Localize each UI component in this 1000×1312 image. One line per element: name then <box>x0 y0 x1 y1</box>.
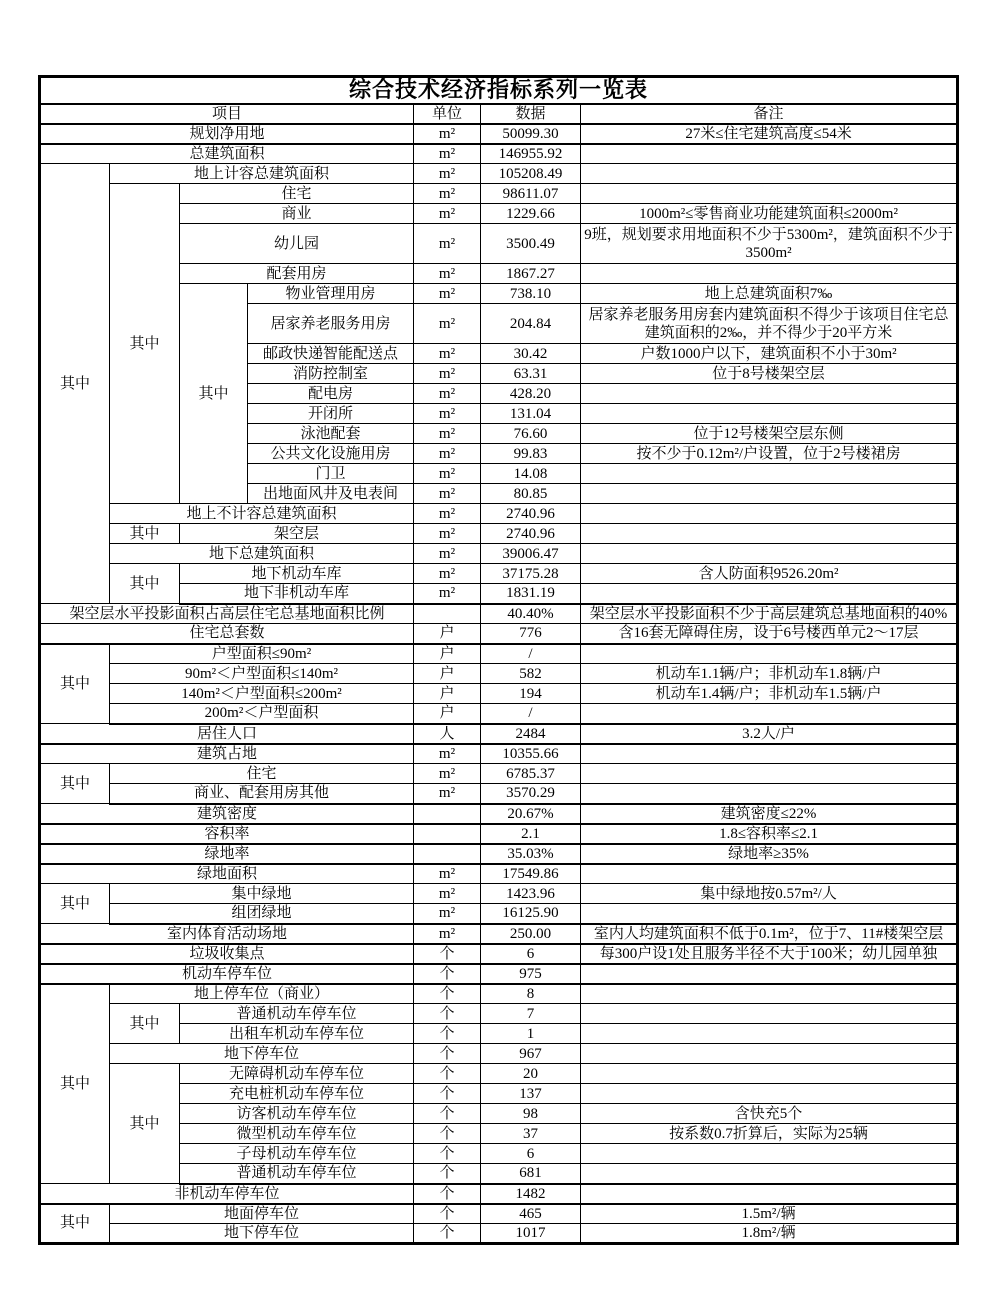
value-cell: 16125.90 <box>481 904 581 924</box>
value-cell: 194 <box>481 684 581 704</box>
table-row <box>40 544 958 564</box>
header-value: 数据 <box>481 104 581 124</box>
zhong-cell: 其中 <box>110 564 180 604</box>
table-row <box>40 1184 958 1204</box>
item-cell: 商业、配套用房其他 <box>110 784 414 804</box>
unit-cell: m² <box>414 224 481 264</box>
table-body <box>40 124 958 1244</box>
value-cell: 2.1 <box>481 824 581 844</box>
remark-cell: 机动车1.4辆/户；非机动车1.5辆/户 <box>581 684 958 704</box>
remark-cell <box>581 904 958 924</box>
value-cell: 98611.07 <box>481 184 581 204</box>
header-unit: 单位 <box>414 104 481 124</box>
unit-cell: 个 <box>414 1064 481 1084</box>
value-cell: 1831.19 <box>481 584 581 604</box>
title-row <box>40 77 958 104</box>
value-cell: 30.42 <box>481 344 581 364</box>
remark-cell: 室内人均建筑面积不低于0.1m²，位于7、11#楼架空层 <box>581 924 958 944</box>
unit-cell: m² <box>414 924 481 944</box>
value-cell: 204.84 <box>481 304 581 344</box>
unit-cell: m² <box>414 464 481 484</box>
remark-cell <box>581 1024 958 1044</box>
unit-cell: m² <box>414 164 481 184</box>
unit-cell: 个 <box>414 1204 481 1224</box>
unit-cell: m² <box>414 884 481 904</box>
table-row <box>40 564 958 584</box>
value-cell: 1867.27 <box>481 264 581 284</box>
item-cell: 地上计容总建筑面积 <box>110 164 414 184</box>
remark-cell <box>581 1144 958 1164</box>
table-row <box>40 944 958 964</box>
remark-cell <box>581 744 958 764</box>
remark-cell: 绿地率≥35% <box>581 844 958 864</box>
table-row <box>40 524 958 544</box>
zhong-cell: 其中 <box>40 644 110 724</box>
value-cell: 80.85 <box>481 484 581 504</box>
value-cell: 2740.96 <box>481 504 581 524</box>
value-cell: 131.04 <box>481 404 581 424</box>
value-cell: 1482 <box>481 1184 581 1204</box>
value-cell: 98 <box>481 1104 581 1124</box>
remark-cell: 1.5m²/辆 <box>581 1204 958 1224</box>
unit-cell: m² <box>414 764 481 784</box>
unit-cell: 户 <box>414 684 481 704</box>
remark-cell: 3.2人/户 <box>581 724 958 744</box>
item-cell: 组团绿地 <box>110 904 414 924</box>
value-cell: 20 <box>481 1064 581 1084</box>
unit-cell: m² <box>414 284 481 304</box>
item-cell: 无障碍机动车停车位 <box>180 1064 414 1084</box>
unit-cell: m² <box>414 864 481 884</box>
unit-cell: m² <box>414 564 481 584</box>
remark-cell <box>581 764 958 784</box>
zhong-cell: 其中 <box>40 764 110 804</box>
table-row <box>40 844 958 864</box>
value-cell: 40.40% <box>481 604 581 624</box>
item-cell: 地下停车位 <box>110 1044 414 1064</box>
value-cell: 10355.66 <box>481 744 581 764</box>
remark-cell: 集中绿地按0.57m²/人 <box>581 884 958 904</box>
item-cell: 商业 <box>180 204 414 224</box>
value-cell: / <box>481 644 581 664</box>
item-cell: 地下总建筑面积 <box>110 544 414 564</box>
table-row <box>40 1204 958 1224</box>
remark-cell <box>581 584 958 604</box>
zhong-cell: 其中 <box>110 184 180 504</box>
value-cell: 37175.28 <box>481 564 581 584</box>
unit-cell: 户 <box>414 624 481 644</box>
item-cell: 规划净用地 <box>40 124 414 144</box>
remark-cell: 位于12号楼架空层东侧 <box>581 424 958 444</box>
table-row <box>40 884 958 904</box>
table-row <box>40 684 958 704</box>
table-row <box>40 784 958 804</box>
value-cell: / <box>481 704 581 724</box>
table-row <box>40 984 958 1004</box>
item-cell: 幼儿园 <box>180 224 414 264</box>
item-cell: 非机动车停车位 <box>40 1184 414 1204</box>
item-cell: 公共文化设施用房 <box>248 444 414 464</box>
table-row <box>40 824 958 844</box>
unit-cell: m² <box>414 184 481 204</box>
remark-cell: 9班，规划要求用地面积不少于5300m²，建筑面积不少于3500m² <box>581 224 958 264</box>
unit-cell: m² <box>414 344 481 364</box>
remark-cell <box>581 704 958 724</box>
unit-cell: 户 <box>414 664 481 684</box>
value-cell: 465 <box>481 1204 581 1224</box>
table-row <box>40 184 958 204</box>
unit-cell: 个 <box>414 1164 481 1184</box>
unit-cell: m² <box>414 524 481 544</box>
value-cell: 3500.49 <box>481 224 581 264</box>
table-row <box>40 144 958 164</box>
value-cell: 2740.96 <box>481 524 581 544</box>
remark-cell: 户数1000户以下，建筑面积不小于30m² <box>581 344 958 364</box>
item-cell: 住宅 <box>110 764 414 784</box>
item-cell: 普通机动车停车位 <box>180 1164 414 1184</box>
value-cell: 250.00 <box>481 924 581 944</box>
value-cell: 39006.47 <box>481 544 581 564</box>
unit-cell: 个 <box>414 1084 481 1104</box>
unit-cell: 人 <box>414 724 481 744</box>
table-title: 综合技术经济指标系列一览表 <box>40 77 958 104</box>
unit-cell: m² <box>414 144 481 164</box>
value-cell: 738.10 <box>481 284 581 304</box>
remark-cell <box>581 144 958 164</box>
unit-cell <box>414 824 481 844</box>
zhong-cell: 其中 <box>40 984 110 1184</box>
remark-cell <box>581 184 958 204</box>
table-row <box>40 1064 958 1084</box>
item-cell: 地下非机动车库 <box>180 584 414 604</box>
unit-cell: m² <box>414 304 481 344</box>
value-cell: 1017 <box>481 1224 581 1244</box>
table-row <box>40 124 958 144</box>
unit-cell: m² <box>414 584 481 604</box>
item-cell: 架空层 <box>180 524 414 544</box>
value-cell: 99.83 <box>481 444 581 464</box>
table-row <box>40 744 958 764</box>
value-cell: 1423.96 <box>481 884 581 904</box>
zhong-cell: 其中 <box>40 1204 110 1244</box>
zhong-cell: 其中 <box>180 284 248 504</box>
unit-cell: m² <box>414 364 481 384</box>
value-cell: 681 <box>481 1164 581 1184</box>
item-cell: 居住人口 <box>40 724 414 744</box>
table-row <box>40 624 958 644</box>
remark-cell <box>581 1004 958 1024</box>
remark-cell <box>581 964 958 984</box>
unit-cell <box>414 604 481 624</box>
remark-cell <box>581 524 958 544</box>
value-cell: 3570.29 <box>481 784 581 804</box>
remark-cell <box>581 484 958 504</box>
value-cell: 50099.30 <box>481 124 581 144</box>
unit-cell: m² <box>414 264 481 284</box>
remark-cell: 每300户设1处且服务半径不大于100米；幼儿园单独 <box>581 944 958 964</box>
item-cell: 消防控制室 <box>248 364 414 384</box>
unit-cell: m² <box>414 384 481 404</box>
unit-cell: 个 <box>414 1144 481 1164</box>
remark-cell: 机动车1.1辆/户；非机动车1.8辆/户 <box>581 664 958 684</box>
value-cell: 14.08 <box>481 464 581 484</box>
value-cell: 6 <box>481 944 581 964</box>
remark-cell <box>581 984 958 1004</box>
remark-cell <box>581 544 958 564</box>
remark-cell: 1000m²≤零售商业功能建筑面积≤2000m² <box>581 204 958 224</box>
table-row <box>40 724 958 744</box>
remark-cell <box>581 1064 958 1084</box>
item-cell: 架空层水平投影面积占高层住宅总基地面积比例 <box>40 604 414 624</box>
table-row <box>40 904 958 924</box>
remark-cell <box>581 1084 958 1104</box>
item-cell: 地上不计容总建筑面积 <box>110 504 414 524</box>
item-cell: 建筑密度 <box>40 804 414 824</box>
remark-cell <box>581 1164 958 1184</box>
unit-cell: 户 <box>414 644 481 664</box>
value-cell: 20.67% <box>481 804 581 824</box>
unit-cell: 户 <box>414 704 481 724</box>
unit-cell: 个 <box>414 1184 481 1204</box>
unit-cell: m² <box>414 124 481 144</box>
remark-cell <box>581 644 958 664</box>
remark-cell: 1.8m²/辆 <box>581 1224 958 1244</box>
item-cell: 地下机动车库 <box>180 564 414 584</box>
value-cell: 137 <box>481 1084 581 1104</box>
item-cell: 泳池配套 <box>248 424 414 444</box>
remark-cell: 按系数0.7折算后，实际为25辆 <box>581 1124 958 1144</box>
value-cell: 7 <box>481 1004 581 1024</box>
table-row <box>40 864 958 884</box>
value-cell: 1229.66 <box>481 204 581 224</box>
table-row <box>40 924 958 944</box>
table-row <box>40 804 958 824</box>
item-cell: 地上停车位（商业） <box>110 984 414 1004</box>
value-cell: 17549.86 <box>481 864 581 884</box>
value-cell: 6 <box>481 1144 581 1164</box>
zhong-cell: 其中 <box>40 884 110 924</box>
item-cell: 物业管理用房 <box>248 284 414 304</box>
item-cell: 配电房 <box>248 384 414 404</box>
remark-cell: 架空层水平投影面积不少于高层建筑总基地面积的40% <box>581 604 958 624</box>
item-cell: 住宅 <box>180 184 414 204</box>
item-cell: 出地面风井及电表间 <box>248 484 414 504</box>
item-cell: 邮政快递智能配送点 <box>248 344 414 364</box>
remark-cell <box>581 864 958 884</box>
unit-cell: 个 <box>414 984 481 1004</box>
item-cell: 普通机动车停车位 <box>180 1004 414 1024</box>
item-cell: 140m²＜户型面积≤200m² <box>110 684 414 704</box>
remark-cell: 含快充5个 <box>581 1104 958 1124</box>
value-cell: 582 <box>481 664 581 684</box>
item-cell: 居家养老服务用房 <box>248 304 414 344</box>
unit-cell: m² <box>414 484 481 504</box>
unit-cell: m² <box>414 744 481 764</box>
value-cell: 105208.49 <box>481 164 581 184</box>
item-cell: 地下停车位 <box>110 1224 414 1244</box>
value-cell: 776 <box>481 624 581 644</box>
table-row <box>40 1224 958 1244</box>
unit-cell: m² <box>414 544 481 564</box>
zhong-cell: 其中 <box>110 1004 180 1044</box>
unit-cell: m² <box>414 504 481 524</box>
value-cell: 146955.92 <box>481 144 581 164</box>
item-cell: 绿地率 <box>40 844 414 864</box>
zhong-cell: 其中 <box>40 164 110 604</box>
value-cell: 1 <box>481 1024 581 1044</box>
unit-cell: 个 <box>414 1044 481 1064</box>
item-cell: 容积率 <box>40 824 414 844</box>
item-cell: 200m²＜户型面积 <box>110 704 414 724</box>
item-cell: 绿地面积 <box>40 864 414 884</box>
item-cell: 户型面积≤90m² <box>110 644 414 664</box>
indicator-table <box>38 75 959 1245</box>
remark-cell <box>581 1044 958 1064</box>
value-cell: 975 <box>481 964 581 984</box>
item-cell: 充电桩机动车停车位 <box>180 1084 414 1104</box>
table-row <box>40 764 958 784</box>
remark-cell: 按不少于0.12m²/户设置，位于2号楼裙房 <box>581 444 958 464</box>
unit-cell: 个 <box>414 1124 481 1144</box>
header-remark: 备注 <box>581 104 958 124</box>
value-cell: 428.20 <box>481 384 581 404</box>
item-cell: 机动车停车位 <box>40 964 414 984</box>
table-row <box>40 664 958 684</box>
table-row <box>40 164 958 184</box>
item-cell: 总建筑面积 <box>40 144 414 164</box>
remark-cell: 27米≤住宅建筑高度≤54米 <box>581 124 958 144</box>
remark-cell: 1.8≤容积率≤2.1 <box>581 824 958 844</box>
value-cell: 37 <box>481 1124 581 1144</box>
item-cell: 垃圾收集点 <box>40 944 414 964</box>
item-cell: 90m²＜户型面积≤140m² <box>110 664 414 684</box>
item-cell: 开闭所 <box>248 404 414 424</box>
item-cell: 微型机动车停车位 <box>180 1124 414 1144</box>
value-cell: 2484 <box>481 724 581 744</box>
remark-cell <box>581 1184 958 1204</box>
remark-cell <box>581 384 958 404</box>
unit-cell: m² <box>414 204 481 224</box>
unit-cell: m² <box>414 904 481 924</box>
unit-cell: 个 <box>414 1104 481 1124</box>
remark-cell: 位于8号楼架空层 <box>581 364 958 384</box>
item-cell: 配套用房 <box>180 264 414 284</box>
remark-cell <box>581 164 958 184</box>
remark-cell: 含16套无障碍住房，设于6号楼西单元2～17层 <box>581 624 958 644</box>
remark-cell: 含人防面积9526.20m² <box>581 564 958 584</box>
item-cell: 室内体育活动场地 <box>40 924 414 944</box>
unit-cell <box>414 804 481 824</box>
remark-cell: 居家养老服务用房套内建筑面积不得少于该项目住宅总建筑面积的2‰，并不得少于20平方米 <box>581 304 958 344</box>
unit-cell: m² <box>414 784 481 804</box>
item-cell: 集中绿地 <box>110 884 414 904</box>
unit-cell: 个 <box>414 1024 481 1044</box>
value-cell: 8 <box>481 984 581 1004</box>
zhong-cell: 其中 <box>110 1064 180 1184</box>
unit-cell: 个 <box>414 1224 481 1244</box>
unit-cell: 个 <box>414 964 481 984</box>
value-cell: 967 <box>481 1044 581 1064</box>
remark-cell <box>581 264 958 284</box>
item-cell: 建筑占地 <box>40 744 414 764</box>
item-cell: 出租车机动车停车位 <box>180 1024 414 1044</box>
remark-cell: 建筑密度≤22% <box>581 804 958 824</box>
table-row <box>40 1044 958 1064</box>
unit-cell: 个 <box>414 1004 481 1024</box>
table-row <box>40 604 958 624</box>
item-cell: 子母机动车停车位 <box>180 1144 414 1164</box>
remark-cell <box>581 504 958 524</box>
value-cell: 76.60 <box>481 424 581 444</box>
item-cell: 访客机动车停车位 <box>180 1104 414 1124</box>
unit-cell: m² <box>414 444 481 464</box>
remark-cell <box>581 784 958 804</box>
item-cell: 地面停车位 <box>110 1204 414 1224</box>
header-row <box>40 104 958 124</box>
remark-cell <box>581 464 958 484</box>
table-row <box>40 704 958 724</box>
table-row <box>40 504 958 524</box>
table-row <box>40 1004 958 1024</box>
value-cell: 35.03% <box>481 844 581 864</box>
value-cell: 63.31 <box>481 364 581 384</box>
remark-cell: 地上总建筑面积7‰ <box>581 284 958 304</box>
zhong-cell: 其中 <box>110 524 180 544</box>
item-cell: 门卫 <box>248 464 414 484</box>
unit-cell: 个 <box>414 944 481 964</box>
header-item: 项目 <box>40 104 414 124</box>
table-row <box>40 964 958 984</box>
value-cell: 6785.37 <box>481 764 581 784</box>
item-cell: 住宅总套数 <box>40 624 414 644</box>
remark-cell <box>581 404 958 424</box>
unit-cell <box>414 844 481 864</box>
table-row <box>40 644 958 664</box>
unit-cell: m² <box>414 424 481 444</box>
unit-cell: m² <box>414 404 481 424</box>
